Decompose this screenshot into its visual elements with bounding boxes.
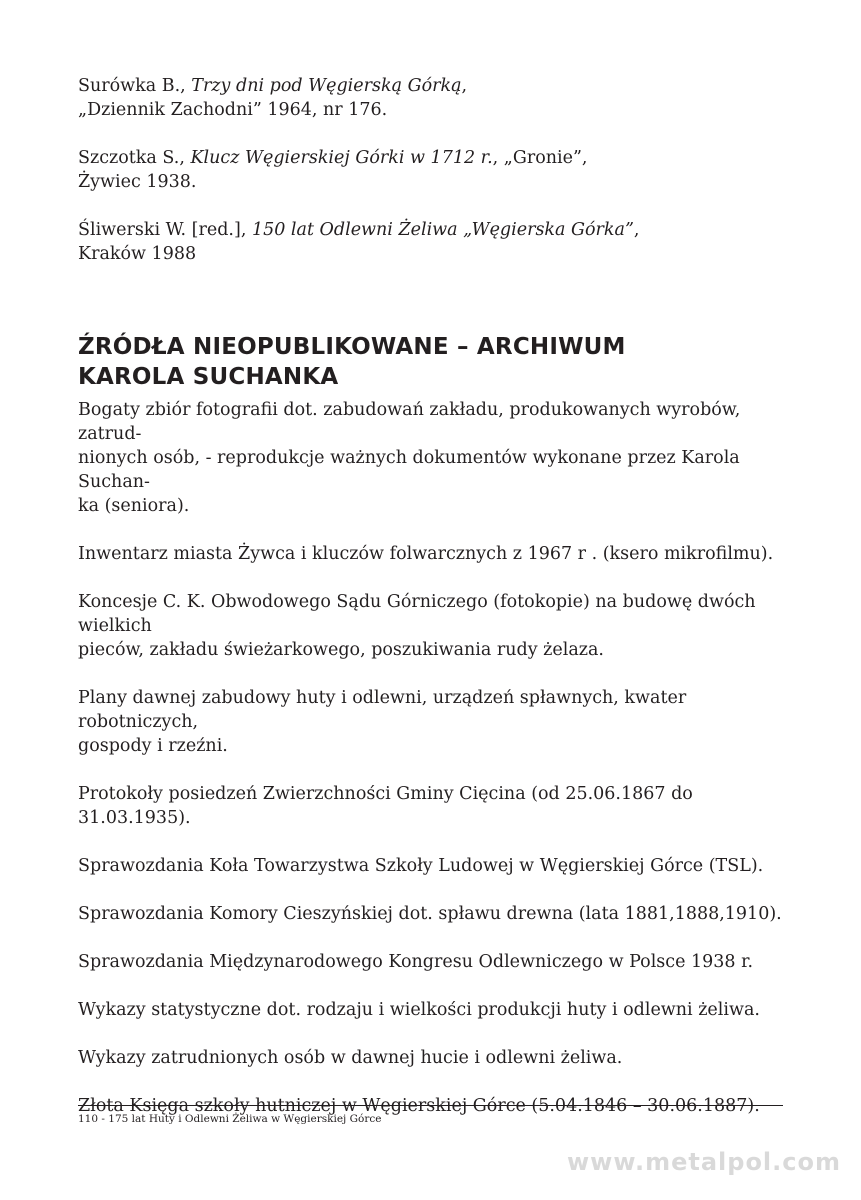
source-item [78,686,783,758]
reference-title: Trzy dni pod Węgierską Górką [191,76,462,96]
reference-author: Surówka B., [78,76,192,96]
source-item [78,998,783,1022]
source-item [78,590,783,662]
reference-author: Śliwerski W. [red.], [78,220,252,240]
source-line: ka (seniora). [78,496,190,516]
page-footer: 110 - 175 lat Huty i Odlewni Żeliwa w Węgierskiej Górce [78,1113,382,1125]
reference-source: Kraków 1988 [78,244,197,264]
watermark: www.metalpol.com [566,1148,841,1176]
reference-title: 150 lat Odlewni Żeliwa „Węgierska Górka” [251,220,634,240]
heading-line: KAROLA SUCHANKA [78,364,339,390]
source-item [78,902,783,926]
source-line: Bogaty zbiór fotografii dot. zabudowań zakładu, produkowanych wyrobów, zatrud- [78,400,741,444]
source-item [78,398,783,518]
source-line: Koncesje C. K. Obwodowego Sądu Górniczego (fotokopie) na budowę dwóch wielkich [78,592,756,636]
reference-entry [78,74,783,122]
source-line: Plany dawnej zabudowy huty i odlewni, urządzeń spławnych, kwater robotniczych, [78,688,687,732]
source-item [78,542,783,566]
source-item [78,854,783,878]
source-item [78,950,783,974]
reference-entry [78,146,783,194]
reference-author: Szczotka S., [78,148,191,168]
footer-divider [78,1105,783,1106]
source-line: Sprawozdania Komory Cieszyńskiej dot. spławu drewna (lata 1881,1888,1910). [78,904,782,924]
source-line: pieców, zakładu świeżarkowego, poszukiwania rudy żelaza. [78,640,604,660]
source-line: Sprawozdania Koła Towarzystwa Szkoły Ludowej w Węgierskiej Górce (TSL). [78,856,764,876]
reference-source: Żywiec 1938. [78,172,197,192]
source-line: Wykazy zatrudnionych osób w dawnej hucie i odlewni żeliwa. [78,1048,623,1068]
reference-rest: , „Gronie”, [492,148,588,168]
source-line: Sprawozdania Międzynarodowego Kongresu Odlewniczego w Polsce 1938 r. [78,952,754,972]
section-heading [78,332,783,392]
source-line: Złota Księga szkoły hutniczej w Węgierskiej Górce (5.04.1846 – 30.06.1887). [78,1096,760,1116]
source-line: Wykazy statystyczne dot. rodzaju i wielkości produkcji huty i odlewni żeliwa. [78,1000,760,1020]
reference-title: Klucz Węgierskiej Górki w 1712 r. [190,148,493,168]
reference-rest: , [633,220,640,240]
source-line: gospody i rzeźni. [78,736,228,756]
reference-source: „Dziennik Zachodni” 1964, nr 176. [78,100,388,120]
reference-entry [78,218,783,266]
page-content [78,74,783,1142]
source-line: nionych osób, - reprodukcje ważnych dokumentów wykonane przez Karola Suchan- [78,448,740,492]
heading-line: ŹRÓDŁA NIEOPUBLIKOWANE – ARCHIWUM [78,334,626,360]
reference-rest: , [461,76,468,96]
source-line: Inwentarz miasta Żywca i kluczów folwarcznych z 1967 r . (ksero mikrofilmu). [78,544,774,564]
source-item [78,782,783,830]
source-item [78,1046,783,1070]
source-line: Protokoły posiedzeń Zwierzchności Gminy Cięcina (od 25.06.1867 do 31.03.1935). [78,784,693,828]
